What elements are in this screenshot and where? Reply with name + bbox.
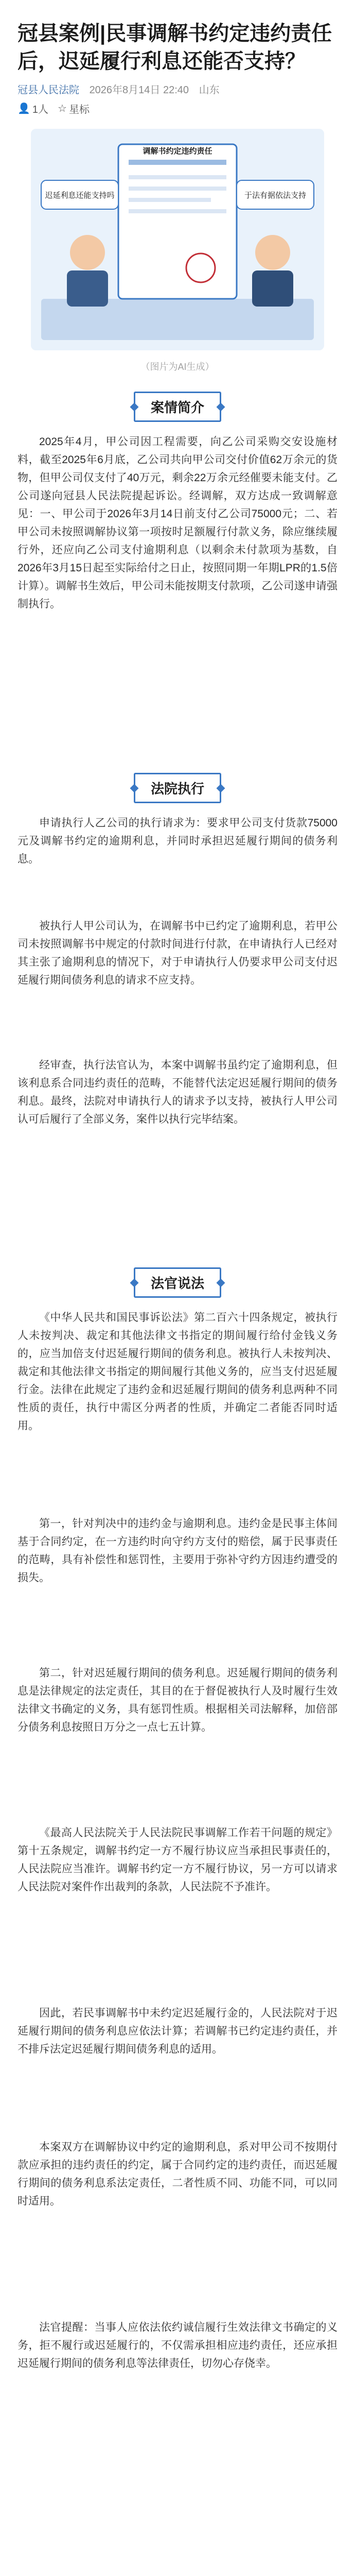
star-button[interactable]: ☆ 星标 <box>58 103 90 115</box>
section-header-judge: 法官说法 <box>0 1267 355 1298</box>
readers-count: 👤 1人 <box>17 103 49 115</box>
court-paragraph-2: 被执行人甲公司认为，在调解书中已约定了逾期利息，若甲公司未按照调解书中规定的付款时间进行付款，在申请执行人已经对其主张了逾期利息的情况下，对于申请执行人仍要求甲公司支付迟延履行期间债务利息的请求不应支持。 <box>17 920 338 986</box>
person-icon: 👤 <box>17 103 30 114</box>
judge-paragraph-7: 法官提醒：当事人应依法依约诚信履行生效法律文书确定的义务，拒不履行或迟延履行的，不仅需承担相应违约责任，还应承担迟延履行期间的债务利息等法律责任，切勿心存侥幸。 <box>17 2321 338 2369</box>
publish-location: 山东 <box>199 84 220 96</box>
judge-paragraph-2: 第一，针对判决中的违约金与逾期利息。违约金是民事主体间基于合同约定，在一方违约时向守约方支付的赔偿，属于民事责任的范畴，具有补偿性和惩罚性，主要用于弥补守约方因违约遭受的损失。 <box>17 1518 338 1584</box>
article-title: 冠县案例|民事调解书约定违约责任后，迟延履行利息还能否支持？ <box>17 22 332 73</box>
illustration-doc-title: 调解书约定违约责任 <box>143 147 212 156</box>
article-meta <box>17 81 227 96</box>
judge-paragraph-1: 《中华人民共和国民事诉讼法》第二百六十四条规定，被执行人未按判决、裁定和其他法律文书指定的期间履行给付金钱义务的，应当加倍支付迟延履行期间的债务利息。被执行人未按判决、裁定和其他法律文书指定的期间履行其他义务的，应当支付迟延履行金。法律在此规定了违约金和迟延履行期间的债务利息两种不同性质的责任，执行中需区分两者的性质，并确定二者能否同时适用。 <box>17 1312 338 1432</box>
illustration-left-bubble: 迟延利息还能支持吗 <box>45 191 115 200</box>
star-icon: ☆ <box>58 103 67 114</box>
article-illustration <box>31 129 324 350</box>
section-header-court: 法院执行 <box>0 773 355 803</box>
judge-paragraph-6: 本案双方在调解协议中约定的逾期利息，系对甲公司不按期付款应承担的违约责任的约定，属于合同约定的违约责任，而迟延履行期间的债务利息系法定责任，二者性质不同、功能不同，可以同时适用。 <box>17 2141 338 2207</box>
image-caption: （图片为AI生成） <box>140 362 215 372</box>
section-header-case: 案情简介 <box>0 392 355 422</box>
case-paragraph: 2025年4月，甲公司因工程需要，向乙公司采购交安设施材料，截至2025年6月底，乙公司共向甲公司交付价值62万余元的货物，但甲公司仅支付了40万元，剩余22万余元经催要未能支付。乙公司遂向冠县人民法院提起诉讼。经调解，双方达成一致调解意见：一、甲公司于2026年3月14日前支付乙公司75000元；二、若甲公司未按照调解协议第一项按时足额履行付款义务，除应继续履行外，还应向乙公司支付逾期利息（以剩余未付款项为基数，自2026年3月15日起至实际给付之日止，按照同期一年期LPR的1.5倍计算）。调解书生效后，甲公司未能按期支付款项，乙公司遂申请强制执行。 <box>17 436 338 610</box>
author-link[interactable]: 冠县人民法院 <box>17 84 79 96</box>
court-paragraph-3: 经审查，执行法官认为，本案中调解书虽约定了逾期利息，但该利息系合同违约责任的范畴，不能替代法定迟延履行期间的债务利息。最终，法院对申请执行人的请求予以支持，被执行人甲公司认可后履行了全部义务，案件以执行完毕结案。 <box>17 1059 338 1125</box>
publish-datetime: 2026年8月14日 22:40 <box>89 84 189 96</box>
court-scene-illustration <box>31 129 324 350</box>
judge-paragraph-4: 《最高人民法院关于人民法院民事调解工作若干问题的规定》第十五条规定，调解书约定一方不履行协议应当承担民事责任的，人民法院应当准许。调解书约定一方不履行协议，另一方可以请求人民法院对案件作出裁判的条款，人民法院不予准许。 <box>17 1827 338 1893</box>
judge-paragraph-5: 因此，若民事调解书中未约定迟延履行金的，人民法院对于迟延履行期间的债务利息应依法计算；若调解书已约定违约责任，并不排斥法定迟延履行期间债务利息的适用。 <box>17 2007 338 2055</box>
judge-paragraph-3: 第二，针对迟延履行期间的债务利息。迟延履行期间的债务利息是法律规定的法定责任，其目的在于督促被执行人及时履行生效法律文书确定的义务，具有惩罚性质。根据相关司法解释，加倍部分债务利息按照日万分之一点七五计算。 <box>17 1667 338 1733</box>
article-actions <box>17 101 90 116</box>
court-paragraph-1: 申请执行人乙公司的执行请求为：要求甲公司支付货款75000元及调解书约定的逾期利息，并同时承担迟延履行期间的债务利息。 <box>17 817 338 865</box>
illustration-right-bubble: 于法有据依法支持 <box>244 191 307 200</box>
